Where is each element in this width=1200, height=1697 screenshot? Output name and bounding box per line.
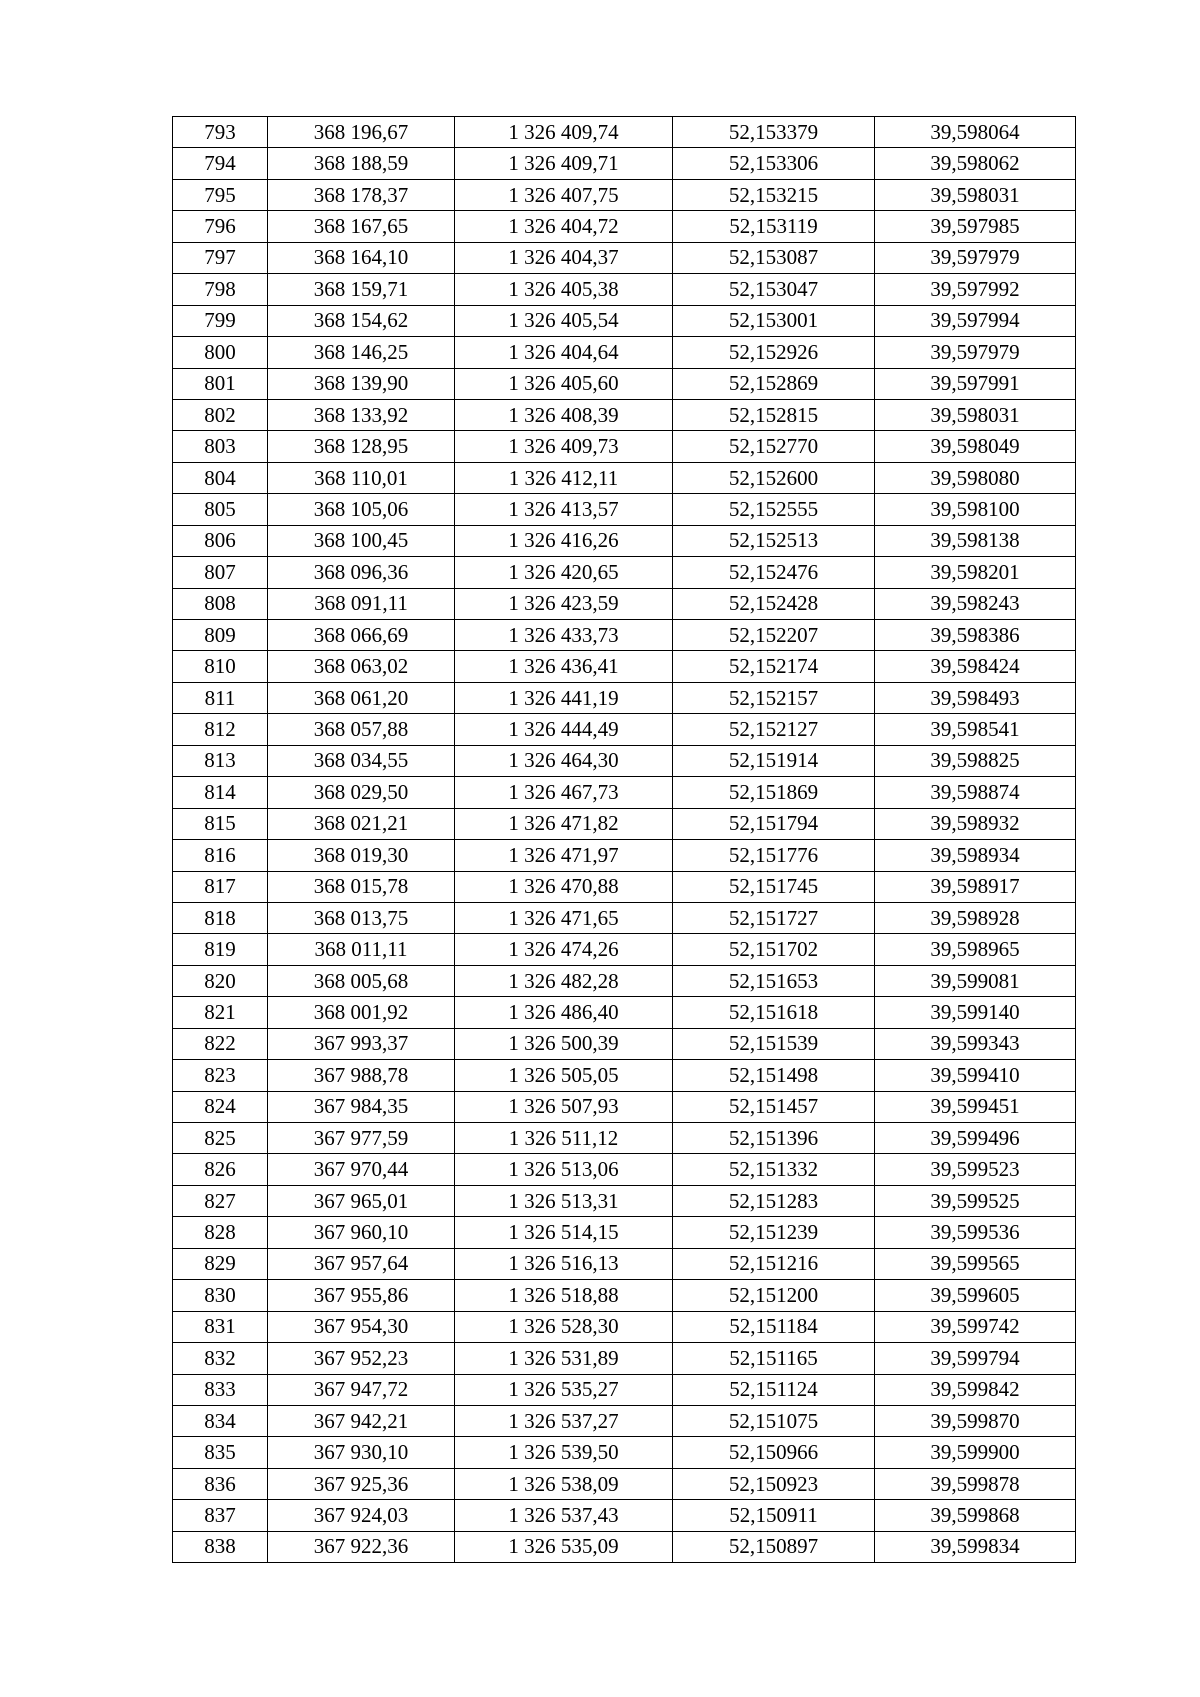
y-coordinate-cell: 1 326 467,73 — [455, 777, 673, 808]
y-coordinate-cell: 1 326 482,28 — [455, 965, 673, 996]
x-coordinate-cell: 368 005,68 — [268, 965, 455, 996]
x-coordinate-cell: 368 164,10 — [268, 242, 455, 273]
longitude-cell: 39,599742 — [875, 1311, 1076, 1342]
table-row — [173, 431, 1076, 462]
table-row — [173, 1028, 1076, 1059]
x-coordinate-cell: 367 993,37 — [268, 1028, 455, 1059]
table-row — [173, 462, 1076, 493]
point-number-cell: 808 — [173, 588, 268, 619]
y-coordinate-cell: 1 326 537,27 — [455, 1405, 673, 1436]
longitude-cell: 39,599878 — [875, 1468, 1076, 1499]
point-number-cell: 815 — [173, 808, 268, 839]
latitude-cell: 52,151776 — [673, 840, 875, 871]
latitude-cell: 52,152157 — [673, 682, 875, 713]
point-number-cell: 820 — [173, 965, 268, 996]
x-coordinate-cell: 368 015,78 — [268, 871, 455, 902]
table-row — [173, 1091, 1076, 1122]
latitude-cell: 52,153119 — [673, 211, 875, 242]
table-row — [173, 525, 1076, 556]
x-coordinate-cell: 367 988,78 — [268, 1060, 455, 1091]
point-number-cell: 821 — [173, 997, 268, 1028]
y-coordinate-cell: 1 326 409,74 — [455, 117, 673, 148]
y-coordinate-cell: 1 326 416,26 — [455, 525, 673, 556]
x-coordinate-cell: 367 984,35 — [268, 1091, 455, 1122]
x-coordinate-cell: 368 001,92 — [268, 997, 455, 1028]
point-number-cell: 807 — [173, 557, 268, 588]
latitude-cell: 52,151653 — [673, 965, 875, 996]
x-coordinate-cell: 367 925,36 — [268, 1468, 455, 1499]
y-coordinate-cell: 1 326 433,73 — [455, 620, 673, 651]
x-coordinate-cell: 368 057,88 — [268, 714, 455, 745]
point-number-cell: 838 — [173, 1531, 268, 1562]
y-coordinate-cell: 1 326 514,15 — [455, 1217, 673, 1248]
x-coordinate-cell: 368 139,90 — [268, 368, 455, 399]
table-row — [173, 1343, 1076, 1374]
latitude-cell: 52,151075 — [673, 1405, 875, 1436]
latitude-cell: 52,152600 — [673, 462, 875, 493]
longitude-cell: 39,597979 — [875, 242, 1076, 273]
latitude-cell: 52,150897 — [673, 1531, 875, 1562]
table-row — [173, 1437, 1076, 1468]
latitude-cell: 52,151794 — [673, 808, 875, 839]
latitude-cell: 52,151702 — [673, 934, 875, 965]
y-coordinate-cell: 1 326 405,38 — [455, 274, 673, 305]
table-row — [173, 368, 1076, 399]
y-coordinate-cell: 1 326 436,41 — [455, 651, 673, 682]
latitude-cell: 52,151539 — [673, 1028, 875, 1059]
latitude-cell: 52,151498 — [673, 1060, 875, 1091]
table-row — [173, 1248, 1076, 1279]
longitude-cell: 39,599451 — [875, 1091, 1076, 1122]
longitude-cell: 39,598080 — [875, 462, 1076, 493]
y-coordinate-cell: 1 326 486,40 — [455, 997, 673, 1028]
y-coordinate-cell: 1 326 518,88 — [455, 1280, 673, 1311]
table-row — [173, 179, 1076, 210]
longitude-cell: 39,599794 — [875, 1343, 1076, 1374]
y-coordinate-cell: 1 326 409,73 — [455, 431, 673, 462]
point-number-cell: 804 — [173, 462, 268, 493]
x-coordinate-cell: 368 110,01 — [268, 462, 455, 493]
latitude-cell: 52,151745 — [673, 871, 875, 902]
table-row — [173, 1280, 1076, 1311]
longitude-cell: 39,599525 — [875, 1185, 1076, 1216]
x-coordinate-cell: 367 970,44 — [268, 1154, 455, 1185]
x-coordinate-cell: 367 954,30 — [268, 1311, 455, 1342]
point-number-cell: 797 — [173, 242, 268, 273]
point-number-cell: 831 — [173, 1311, 268, 1342]
table-row — [173, 714, 1076, 745]
point-number-cell: 837 — [173, 1500, 268, 1531]
x-coordinate-cell: 368 154,62 — [268, 305, 455, 336]
latitude-cell: 52,153379 — [673, 117, 875, 148]
table-row — [173, 1217, 1076, 1248]
point-number-cell: 822 — [173, 1028, 268, 1059]
table-row — [173, 1531, 1076, 1562]
longitude-cell: 39,599605 — [875, 1280, 1076, 1311]
point-number-cell: 833 — [173, 1374, 268, 1405]
longitude-cell: 39,597994 — [875, 305, 1076, 336]
point-number-cell: 805 — [173, 494, 268, 525]
y-coordinate-cell: 1 326 471,97 — [455, 840, 673, 871]
table-row — [173, 588, 1076, 619]
table-row — [173, 1468, 1076, 1499]
point-number-cell: 824 — [173, 1091, 268, 1122]
latitude-cell: 52,151914 — [673, 745, 875, 776]
longitude-cell: 39,599140 — [875, 997, 1076, 1028]
x-coordinate-cell: 368 029,50 — [268, 777, 455, 808]
latitude-cell: 52,153215 — [673, 179, 875, 210]
longitude-cell: 39,598424 — [875, 651, 1076, 682]
point-number-cell: 800 — [173, 337, 268, 368]
point-number-cell: 806 — [173, 525, 268, 556]
y-coordinate-cell: 1 326 513,31 — [455, 1185, 673, 1216]
longitude-cell: 39,599842 — [875, 1374, 1076, 1405]
table-row — [173, 997, 1076, 1028]
point-number-cell: 816 — [173, 840, 268, 871]
table-row — [173, 745, 1076, 776]
y-coordinate-cell: 1 326 511,12 — [455, 1123, 673, 1154]
table-row — [173, 242, 1076, 273]
point-number-cell: 802 — [173, 399, 268, 430]
table-row — [173, 1060, 1076, 1091]
longitude-cell: 39,599081 — [875, 965, 1076, 996]
point-number-cell: 812 — [173, 714, 268, 745]
point-number-cell: 828 — [173, 1217, 268, 1248]
latitude-cell: 52,152926 — [673, 337, 875, 368]
longitude-cell: 39,598138 — [875, 525, 1076, 556]
x-coordinate-cell: 368 096,36 — [268, 557, 455, 588]
y-coordinate-cell: 1 326 535,27 — [455, 1374, 673, 1405]
point-number-cell: 819 — [173, 934, 268, 965]
table-row — [173, 840, 1076, 871]
table-row — [173, 148, 1076, 179]
x-coordinate-cell: 368 133,92 — [268, 399, 455, 430]
x-coordinate-cell: 368 167,65 — [268, 211, 455, 242]
y-coordinate-cell: 1 326 507,93 — [455, 1091, 673, 1122]
longitude-cell: 39,598917 — [875, 871, 1076, 902]
longitude-cell: 39,598243 — [875, 588, 1076, 619]
latitude-cell: 52,152815 — [673, 399, 875, 430]
point-number-cell: 796 — [173, 211, 268, 242]
table-row — [173, 808, 1076, 839]
longitude-cell: 39,598934 — [875, 840, 1076, 871]
y-coordinate-cell: 1 326 423,59 — [455, 588, 673, 619]
longitude-cell: 39,598932 — [875, 808, 1076, 839]
y-coordinate-cell: 1 326 407,75 — [455, 179, 673, 210]
table-row — [173, 117, 1076, 148]
x-coordinate-cell: 367 924,03 — [268, 1500, 455, 1531]
table-row — [173, 1500, 1076, 1531]
latitude-cell: 52,152476 — [673, 557, 875, 588]
table-row — [173, 777, 1076, 808]
point-number-cell: 809 — [173, 620, 268, 651]
longitude-cell: 39,598874 — [875, 777, 1076, 808]
point-number-cell: 830 — [173, 1280, 268, 1311]
longitude-cell: 39,598064 — [875, 117, 1076, 148]
point-number-cell: 810 — [173, 651, 268, 682]
latitude-cell: 52,151184 — [673, 1311, 875, 1342]
point-number-cell: 813 — [173, 745, 268, 776]
y-coordinate-cell: 1 326 441,19 — [455, 682, 673, 713]
table-row — [173, 337, 1076, 368]
y-coordinate-cell: 1 326 412,11 — [455, 462, 673, 493]
longitude-cell: 39,597985 — [875, 211, 1076, 242]
point-number-cell: 823 — [173, 1060, 268, 1091]
x-coordinate-cell: 368 128,95 — [268, 431, 455, 462]
latitude-cell: 52,152869 — [673, 368, 875, 399]
longitude-cell: 39,599343 — [875, 1028, 1076, 1059]
y-coordinate-cell: 1 326 420,65 — [455, 557, 673, 588]
point-number-cell: 832 — [173, 1343, 268, 1374]
y-coordinate-cell: 1 326 444,49 — [455, 714, 673, 745]
longitude-cell: 39,598049 — [875, 431, 1076, 462]
longitude-cell: 39,599565 — [875, 1248, 1076, 1279]
latitude-cell: 52,152770 — [673, 431, 875, 462]
y-coordinate-cell: 1 326 513,06 — [455, 1154, 673, 1185]
table-row — [173, 1185, 1076, 1216]
y-coordinate-cell: 1 326 408,39 — [455, 399, 673, 430]
latitude-cell: 52,151165 — [673, 1343, 875, 1374]
x-coordinate-cell: 367 960,10 — [268, 1217, 455, 1248]
latitude-cell: 52,153047 — [673, 274, 875, 305]
latitude-cell: 52,151727 — [673, 902, 875, 933]
x-coordinate-cell: 367 957,64 — [268, 1248, 455, 1279]
x-coordinate-cell: 368 105,06 — [268, 494, 455, 525]
longitude-cell: 39,599834 — [875, 1531, 1076, 1562]
y-coordinate-cell: 1 326 471,82 — [455, 808, 673, 839]
y-coordinate-cell: 1 326 474,26 — [455, 934, 673, 965]
x-coordinate-cell: 368 146,25 — [268, 337, 455, 368]
longitude-cell: 39,598965 — [875, 934, 1076, 965]
y-coordinate-cell: 1 326 405,54 — [455, 305, 673, 336]
latitude-cell: 52,151124 — [673, 1374, 875, 1405]
y-coordinate-cell: 1 326 413,57 — [455, 494, 673, 525]
y-coordinate-cell: 1 326 531,89 — [455, 1343, 673, 1374]
table-row — [173, 305, 1076, 336]
x-coordinate-cell: 368 013,75 — [268, 902, 455, 933]
point-number-cell: 794 — [173, 148, 268, 179]
table-row — [173, 399, 1076, 430]
latitude-cell: 52,151332 — [673, 1154, 875, 1185]
longitude-cell: 39,597992 — [875, 274, 1076, 305]
y-coordinate-cell: 1 326 538,09 — [455, 1468, 673, 1499]
table-row — [173, 1154, 1076, 1185]
x-coordinate-cell: 367 942,21 — [268, 1405, 455, 1436]
x-coordinate-cell: 368 196,67 — [268, 117, 455, 148]
x-coordinate-cell: 368 061,20 — [268, 682, 455, 713]
point-number-cell: 834 — [173, 1405, 268, 1436]
longitude-cell: 39,599523 — [875, 1154, 1076, 1185]
y-coordinate-cell: 1 326 516,13 — [455, 1248, 673, 1279]
longitude-cell: 39,598201 — [875, 557, 1076, 588]
x-coordinate-cell: 368 011,11 — [268, 934, 455, 965]
longitude-cell: 39,598541 — [875, 714, 1076, 745]
x-coordinate-cell: 368 034,55 — [268, 745, 455, 776]
longitude-cell: 39,599536 — [875, 1217, 1076, 1248]
latitude-cell: 52,152127 — [673, 714, 875, 745]
point-number-cell: 811 — [173, 682, 268, 713]
latitude-cell: 52,153087 — [673, 242, 875, 273]
table-row — [173, 620, 1076, 651]
table-row — [173, 1311, 1076, 1342]
y-coordinate-cell: 1 326 471,65 — [455, 902, 673, 933]
point-number-cell: 795 — [173, 179, 268, 210]
x-coordinate-cell: 368 021,21 — [268, 808, 455, 839]
latitude-cell: 52,153001 — [673, 305, 875, 336]
table-row — [173, 871, 1076, 902]
y-coordinate-cell: 1 326 539,50 — [455, 1437, 673, 1468]
latitude-cell: 52,152555 — [673, 494, 875, 525]
point-number-cell: 814 — [173, 777, 268, 808]
latitude-cell: 52,151216 — [673, 1248, 875, 1279]
coordinates-table-body — [173, 117, 1076, 1563]
coordinates-table — [172, 116, 1076, 1563]
longitude-cell: 39,597991 — [875, 368, 1076, 399]
latitude-cell: 52,151239 — [673, 1217, 875, 1248]
x-coordinate-cell: 367 955,86 — [268, 1280, 455, 1311]
longitude-cell: 39,599410 — [875, 1060, 1076, 1091]
x-coordinate-cell: 367 977,59 — [268, 1123, 455, 1154]
point-number-cell: 829 — [173, 1248, 268, 1279]
x-coordinate-cell: 367 947,72 — [268, 1374, 455, 1405]
table-row — [173, 934, 1076, 965]
point-number-cell: 836 — [173, 1468, 268, 1499]
longitude-cell: 39,599868 — [875, 1500, 1076, 1531]
longitude-cell: 39,598386 — [875, 620, 1076, 651]
x-coordinate-cell: 368 159,71 — [268, 274, 455, 305]
point-number-cell: 803 — [173, 431, 268, 462]
longitude-cell: 39,597979 — [875, 337, 1076, 368]
table-row — [173, 965, 1076, 996]
x-coordinate-cell: 367 930,10 — [268, 1437, 455, 1468]
x-coordinate-cell: 368 091,11 — [268, 588, 455, 619]
x-coordinate-cell: 368 188,59 — [268, 148, 455, 179]
x-coordinate-cell: 368 066,69 — [268, 620, 455, 651]
x-coordinate-cell: 368 100,45 — [268, 525, 455, 556]
y-coordinate-cell: 1 326 505,05 — [455, 1060, 673, 1091]
y-coordinate-cell: 1 326 528,30 — [455, 1311, 673, 1342]
table-row — [173, 274, 1076, 305]
table-row — [173, 1374, 1076, 1405]
point-number-cell: 798 — [173, 274, 268, 305]
table-row — [173, 651, 1076, 682]
latitude-cell: 52,151396 — [673, 1123, 875, 1154]
point-number-cell: 825 — [173, 1123, 268, 1154]
latitude-cell: 52,151457 — [673, 1091, 875, 1122]
point-number-cell: 835 — [173, 1437, 268, 1468]
longitude-cell: 39,598928 — [875, 902, 1076, 933]
latitude-cell: 52,152174 — [673, 651, 875, 682]
latitude-cell: 52,153306 — [673, 148, 875, 179]
table-row — [173, 1405, 1076, 1436]
table-row — [173, 557, 1076, 588]
y-coordinate-cell: 1 326 404,64 — [455, 337, 673, 368]
longitude-cell: 39,598031 — [875, 399, 1076, 430]
longitude-cell: 39,598493 — [875, 682, 1076, 713]
longitude-cell: 39,598031 — [875, 179, 1076, 210]
latitude-cell: 52,150923 — [673, 1468, 875, 1499]
latitude-cell: 52,152207 — [673, 620, 875, 651]
y-coordinate-cell: 1 326 537,43 — [455, 1500, 673, 1531]
longitude-cell: 39,599900 — [875, 1437, 1076, 1468]
point-number-cell: 826 — [173, 1154, 268, 1185]
longitude-cell: 39,599496 — [875, 1123, 1076, 1154]
latitude-cell: 52,150911 — [673, 1500, 875, 1531]
table-row — [173, 1123, 1076, 1154]
point-number-cell: 827 — [173, 1185, 268, 1216]
y-coordinate-cell: 1 326 470,88 — [455, 871, 673, 902]
table-row — [173, 682, 1076, 713]
latitude-cell: 52,151618 — [673, 997, 875, 1028]
y-coordinate-cell: 1 326 409,71 — [455, 148, 673, 179]
longitude-cell: 39,598062 — [875, 148, 1076, 179]
point-number-cell: 793 — [173, 117, 268, 148]
y-coordinate-cell: 1 326 404,72 — [455, 211, 673, 242]
table-row — [173, 494, 1076, 525]
x-coordinate-cell: 367 952,23 — [268, 1343, 455, 1374]
latitude-cell: 52,151869 — [673, 777, 875, 808]
latitude-cell: 52,151283 — [673, 1185, 875, 1216]
y-coordinate-cell: 1 326 535,09 — [455, 1531, 673, 1562]
longitude-cell: 39,598100 — [875, 494, 1076, 525]
x-coordinate-cell: 368 063,02 — [268, 651, 455, 682]
point-number-cell: 801 — [173, 368, 268, 399]
point-number-cell: 799 — [173, 305, 268, 336]
longitude-cell: 39,599870 — [875, 1405, 1076, 1436]
table-row — [173, 211, 1076, 242]
point-number-cell: 817 — [173, 871, 268, 902]
x-coordinate-cell: 368 019,30 — [268, 840, 455, 871]
x-coordinate-cell: 367 922,36 — [268, 1531, 455, 1562]
latitude-cell: 52,152428 — [673, 588, 875, 619]
y-coordinate-cell: 1 326 500,39 — [455, 1028, 673, 1059]
x-coordinate-cell: 368 178,37 — [268, 179, 455, 210]
latitude-cell: 52,151200 — [673, 1280, 875, 1311]
latitude-cell: 52,152513 — [673, 525, 875, 556]
latitude-cell: 52,150966 — [673, 1437, 875, 1468]
y-coordinate-cell: 1 326 404,37 — [455, 242, 673, 273]
y-coordinate-cell: 1 326 405,60 — [455, 368, 673, 399]
longitude-cell: 39,598825 — [875, 745, 1076, 776]
table-row — [173, 902, 1076, 933]
y-coordinate-cell: 1 326 464,30 — [455, 745, 673, 776]
point-number-cell: 818 — [173, 902, 268, 933]
x-coordinate-cell: 367 965,01 — [268, 1185, 455, 1216]
